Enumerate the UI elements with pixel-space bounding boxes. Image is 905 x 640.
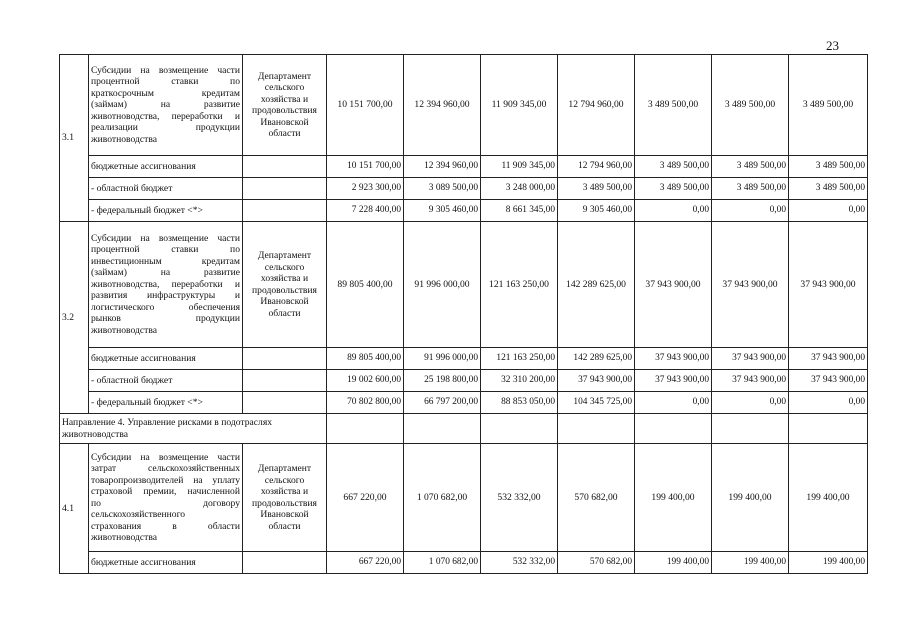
funding-label: - федеральный бюджет <*> <box>89 392 243 414</box>
department-line: продовольствия <box>252 497 317 509</box>
amount-cell: 2 923 300,00 <box>327 178 404 200</box>
empty-cell <box>558 414 635 444</box>
funding-row <box>60 370 868 392</box>
department-line: Ивановской <box>260 509 309 520</box>
amount-cell: 10 151 700,00 <box>327 55 404 156</box>
amount-cell: 37 943 900,00 <box>635 348 712 370</box>
amount-cell: 25 198 800,00 <box>404 370 481 392</box>
amount-cell: 37 943 900,00 <box>712 370 789 392</box>
department <box>243 222 327 348</box>
amount-cell: 3 489 500,00 <box>635 55 712 156</box>
description-line: логистического обеспечения <box>91 301 240 313</box>
amount-cell: 199 400,00 <box>712 444 789 552</box>
amount-cell: 12 394 960,00 <box>404 156 481 178</box>
department-line: хозяйства и <box>260 486 309 497</box>
description-line: реализации продукции <box>91 122 240 134</box>
amount-cell: 0,00 <box>635 200 712 222</box>
amount-cell: 0,00 <box>712 392 789 414</box>
amount-cell: 532 332,00 <box>481 444 558 552</box>
empty-cell <box>327 414 404 444</box>
amount-cell: 37 943 900,00 <box>558 370 635 392</box>
amount-cell: 3 489 500,00 <box>558 178 635 200</box>
empty-cell <box>243 552 327 574</box>
empty-cell <box>712 414 789 444</box>
department-line: области <box>268 520 301 532</box>
description-line: сельскохозяйственного <box>91 509 186 520</box>
amount-cell: 199 400,00 <box>712 552 789 574</box>
department-line: сельского <box>264 82 305 93</box>
department-line: Ивановской <box>260 116 309 128</box>
amount-cell: 91 996 000,00 <box>404 222 481 348</box>
department-line: сельского <box>264 261 305 273</box>
amount-cell: 7 228 400,00 <box>327 200 404 222</box>
amount-cell: 104 345 725,00 <box>558 392 635 414</box>
empty-cell <box>789 414 868 444</box>
amount-cell: 142 289 625,00 <box>558 222 635 348</box>
department <box>243 444 327 552</box>
department-line: Департамент <box>257 250 312 261</box>
department-line: Департамент <box>257 70 312 82</box>
amount-cell: 199 400,00 <box>789 444 868 552</box>
department-line: области <box>268 128 301 139</box>
amount-cell: 142 289 625,00 <box>558 348 635 370</box>
description-line: животноводства <box>91 532 157 543</box>
amount-cell: 66 797 200,00 <box>404 392 481 414</box>
amount-cell: 199 400,00 <box>789 552 868 574</box>
description-line: развития инфраструктуры и <box>91 290 240 302</box>
amount-cell: 3 089 500,00 <box>404 178 481 200</box>
amount-cell: 121 163 250,00 <box>481 348 558 370</box>
funding-row <box>60 178 868 200</box>
amount-cell: 37 943 900,00 <box>712 348 789 370</box>
amount-cell: 9 305 460,00 <box>404 200 481 222</box>
department-line: области <box>268 307 301 319</box>
funding-row <box>60 392 868 414</box>
funding-row <box>60 156 868 178</box>
row-number: 4.1 <box>60 444 89 574</box>
description-line: процентной ставки по <box>91 76 240 88</box>
table-row <box>60 222 868 348</box>
description-line: животноводства <box>91 133 157 145</box>
amount-cell: 32 310 200,00 <box>481 370 558 392</box>
amount-cell: 1 070 682,00 <box>404 444 481 552</box>
funding-row <box>60 200 868 222</box>
table-row <box>60 444 868 552</box>
description-line: страховой премии, начисленной <box>91 486 240 497</box>
amount-cell: 89 805 400,00 <box>327 222 404 348</box>
amount-cell: 199 400,00 <box>635 444 712 552</box>
amount-cell: 3 489 500,00 <box>712 156 789 178</box>
description-line: животноводства <box>91 324 157 336</box>
table-row <box>60 55 868 156</box>
description-line: краткосрочным кредитам <box>91 87 240 99</box>
amount-cell: 91 996 000,00 <box>404 348 481 370</box>
amount-cell: 667 220,00 <box>327 552 404 574</box>
amount-cell: 19 002 600,00 <box>327 370 404 392</box>
description-line: процентной ставки по <box>91 244 240 256</box>
amount-cell: 89 805 400,00 <box>327 348 404 370</box>
amount-cell: 8 661 345,00 <box>481 200 558 222</box>
amount-cell: 3 248 000,00 <box>481 178 558 200</box>
measure-description <box>89 55 243 156</box>
empty-cell <box>481 414 558 444</box>
amount-cell: 37 943 900,00 <box>635 370 712 392</box>
empty-cell <box>243 178 327 200</box>
description-line: товаропроизводителей на уплату <box>91 474 240 486</box>
amount-cell: 3 489 500,00 <box>635 156 712 178</box>
funding-label: бюджетные ассигнования <box>89 552 243 574</box>
amount-cell: 12 394 960,00 <box>404 55 481 156</box>
amount-cell: 12 794 960,00 <box>558 55 635 156</box>
description-line: (займам) на развитие <box>91 99 240 111</box>
department-line: Департамент <box>257 463 312 474</box>
funding-label: - федеральный бюджет <*> <box>89 200 243 222</box>
measure-description <box>89 444 243 552</box>
amount-cell: 1 070 682,00 <box>404 552 481 574</box>
empty-cell <box>404 414 481 444</box>
amount-cell: 199 400,00 <box>635 552 712 574</box>
department-line: хозяйства и <box>260 93 309 105</box>
amount-cell: 37 943 900,00 <box>635 222 712 348</box>
empty-cell <box>243 370 327 392</box>
section-title: Направление 4. Управление рисками в подотраслях животноводства <box>60 414 327 444</box>
amount-cell: 532 332,00 <box>481 552 558 574</box>
description-line: рынков продукции <box>91 313 240 325</box>
description-line: животноводства, переработки и <box>91 278 240 290</box>
amount-cell: 88 853 050,00 <box>481 392 558 414</box>
amount-cell: 3 489 500,00 <box>712 178 789 200</box>
row-number: 3.2 <box>60 222 89 414</box>
amount-cell: 37 943 900,00 <box>789 370 868 392</box>
description-line: затрат сельскохозяйственных <box>91 463 240 474</box>
description-line: Субсидии на возмещение части <box>91 64 240 76</box>
amount-cell: 0,00 <box>712 200 789 222</box>
empty-cell <box>635 414 712 444</box>
amount-cell: 11 909 345,00 <box>481 156 558 178</box>
amount-cell: 37 943 900,00 <box>712 222 789 348</box>
amount-cell: 667 220,00 <box>327 444 404 552</box>
funding-label: - областной бюджет <box>89 370 243 392</box>
empty-cell <box>243 348 327 370</box>
description-line: инвестиционным кредитам <box>91 255 240 267</box>
description-line: страхования в области <box>91 520 240 532</box>
amount-cell: 9 305 460,00 <box>558 200 635 222</box>
description-line: Субсидии на возмещение части <box>91 451 240 463</box>
amount-cell: 0,00 <box>635 392 712 414</box>
department-line: продовольствия <box>252 105 317 116</box>
funding-label: - областной бюджет <box>89 178 243 200</box>
budget-table <box>59 54 868 574</box>
amount-cell: 3 489 500,00 <box>789 156 868 178</box>
amount-cell: 37 943 900,00 <box>789 222 868 348</box>
department-line: продовольствия <box>252 284 317 296</box>
empty-cell <box>243 200 327 222</box>
amount-cell: 3 489 500,00 <box>789 55 868 156</box>
description-line: по договору <box>91 497 240 509</box>
department-line: Ивановской <box>260 296 309 307</box>
department-line: сельского <box>264 474 305 486</box>
amount-cell: 3 489 500,00 <box>635 178 712 200</box>
page-number: 23 <box>826 38 839 53</box>
description-line: животноводства, переработки и <box>91 110 240 122</box>
department <box>243 55 327 156</box>
amount-cell: 10 151 700,00 <box>327 156 404 178</box>
empty-cell <box>243 156 327 178</box>
funding-label: бюджетные ассигнования <box>89 156 243 178</box>
description-line: Субсидии на возмещение части <box>91 232 240 244</box>
empty-cell <box>243 392 327 414</box>
amount-cell: 3 489 500,00 <box>712 55 789 156</box>
funding-row <box>60 552 868 574</box>
funding-row <box>60 348 868 370</box>
section-row <box>60 414 868 444</box>
amount-cell: 12 794 960,00 <box>558 156 635 178</box>
description-line: (займам) на развитие <box>91 267 240 279</box>
amount-cell: 3 489 500,00 <box>789 178 868 200</box>
amount-cell: 37 943 900,00 <box>789 348 868 370</box>
row-number: 3.1 <box>60 55 89 222</box>
amount-cell: 570 682,00 <box>558 444 635 552</box>
amount-cell: 70 802 800,00 <box>327 392 404 414</box>
amount-cell: 121 163 250,00 <box>481 222 558 348</box>
amount-cell: 0,00 <box>789 200 868 222</box>
funding-label: бюджетные ассигнования <box>89 348 243 370</box>
department-line: хозяйства и <box>260 273 309 284</box>
amount-cell: 570 682,00 <box>558 552 635 574</box>
amount-cell: 11 909 345,00 <box>481 55 558 156</box>
amount-cell: 0,00 <box>789 392 868 414</box>
measure-description <box>89 222 243 348</box>
